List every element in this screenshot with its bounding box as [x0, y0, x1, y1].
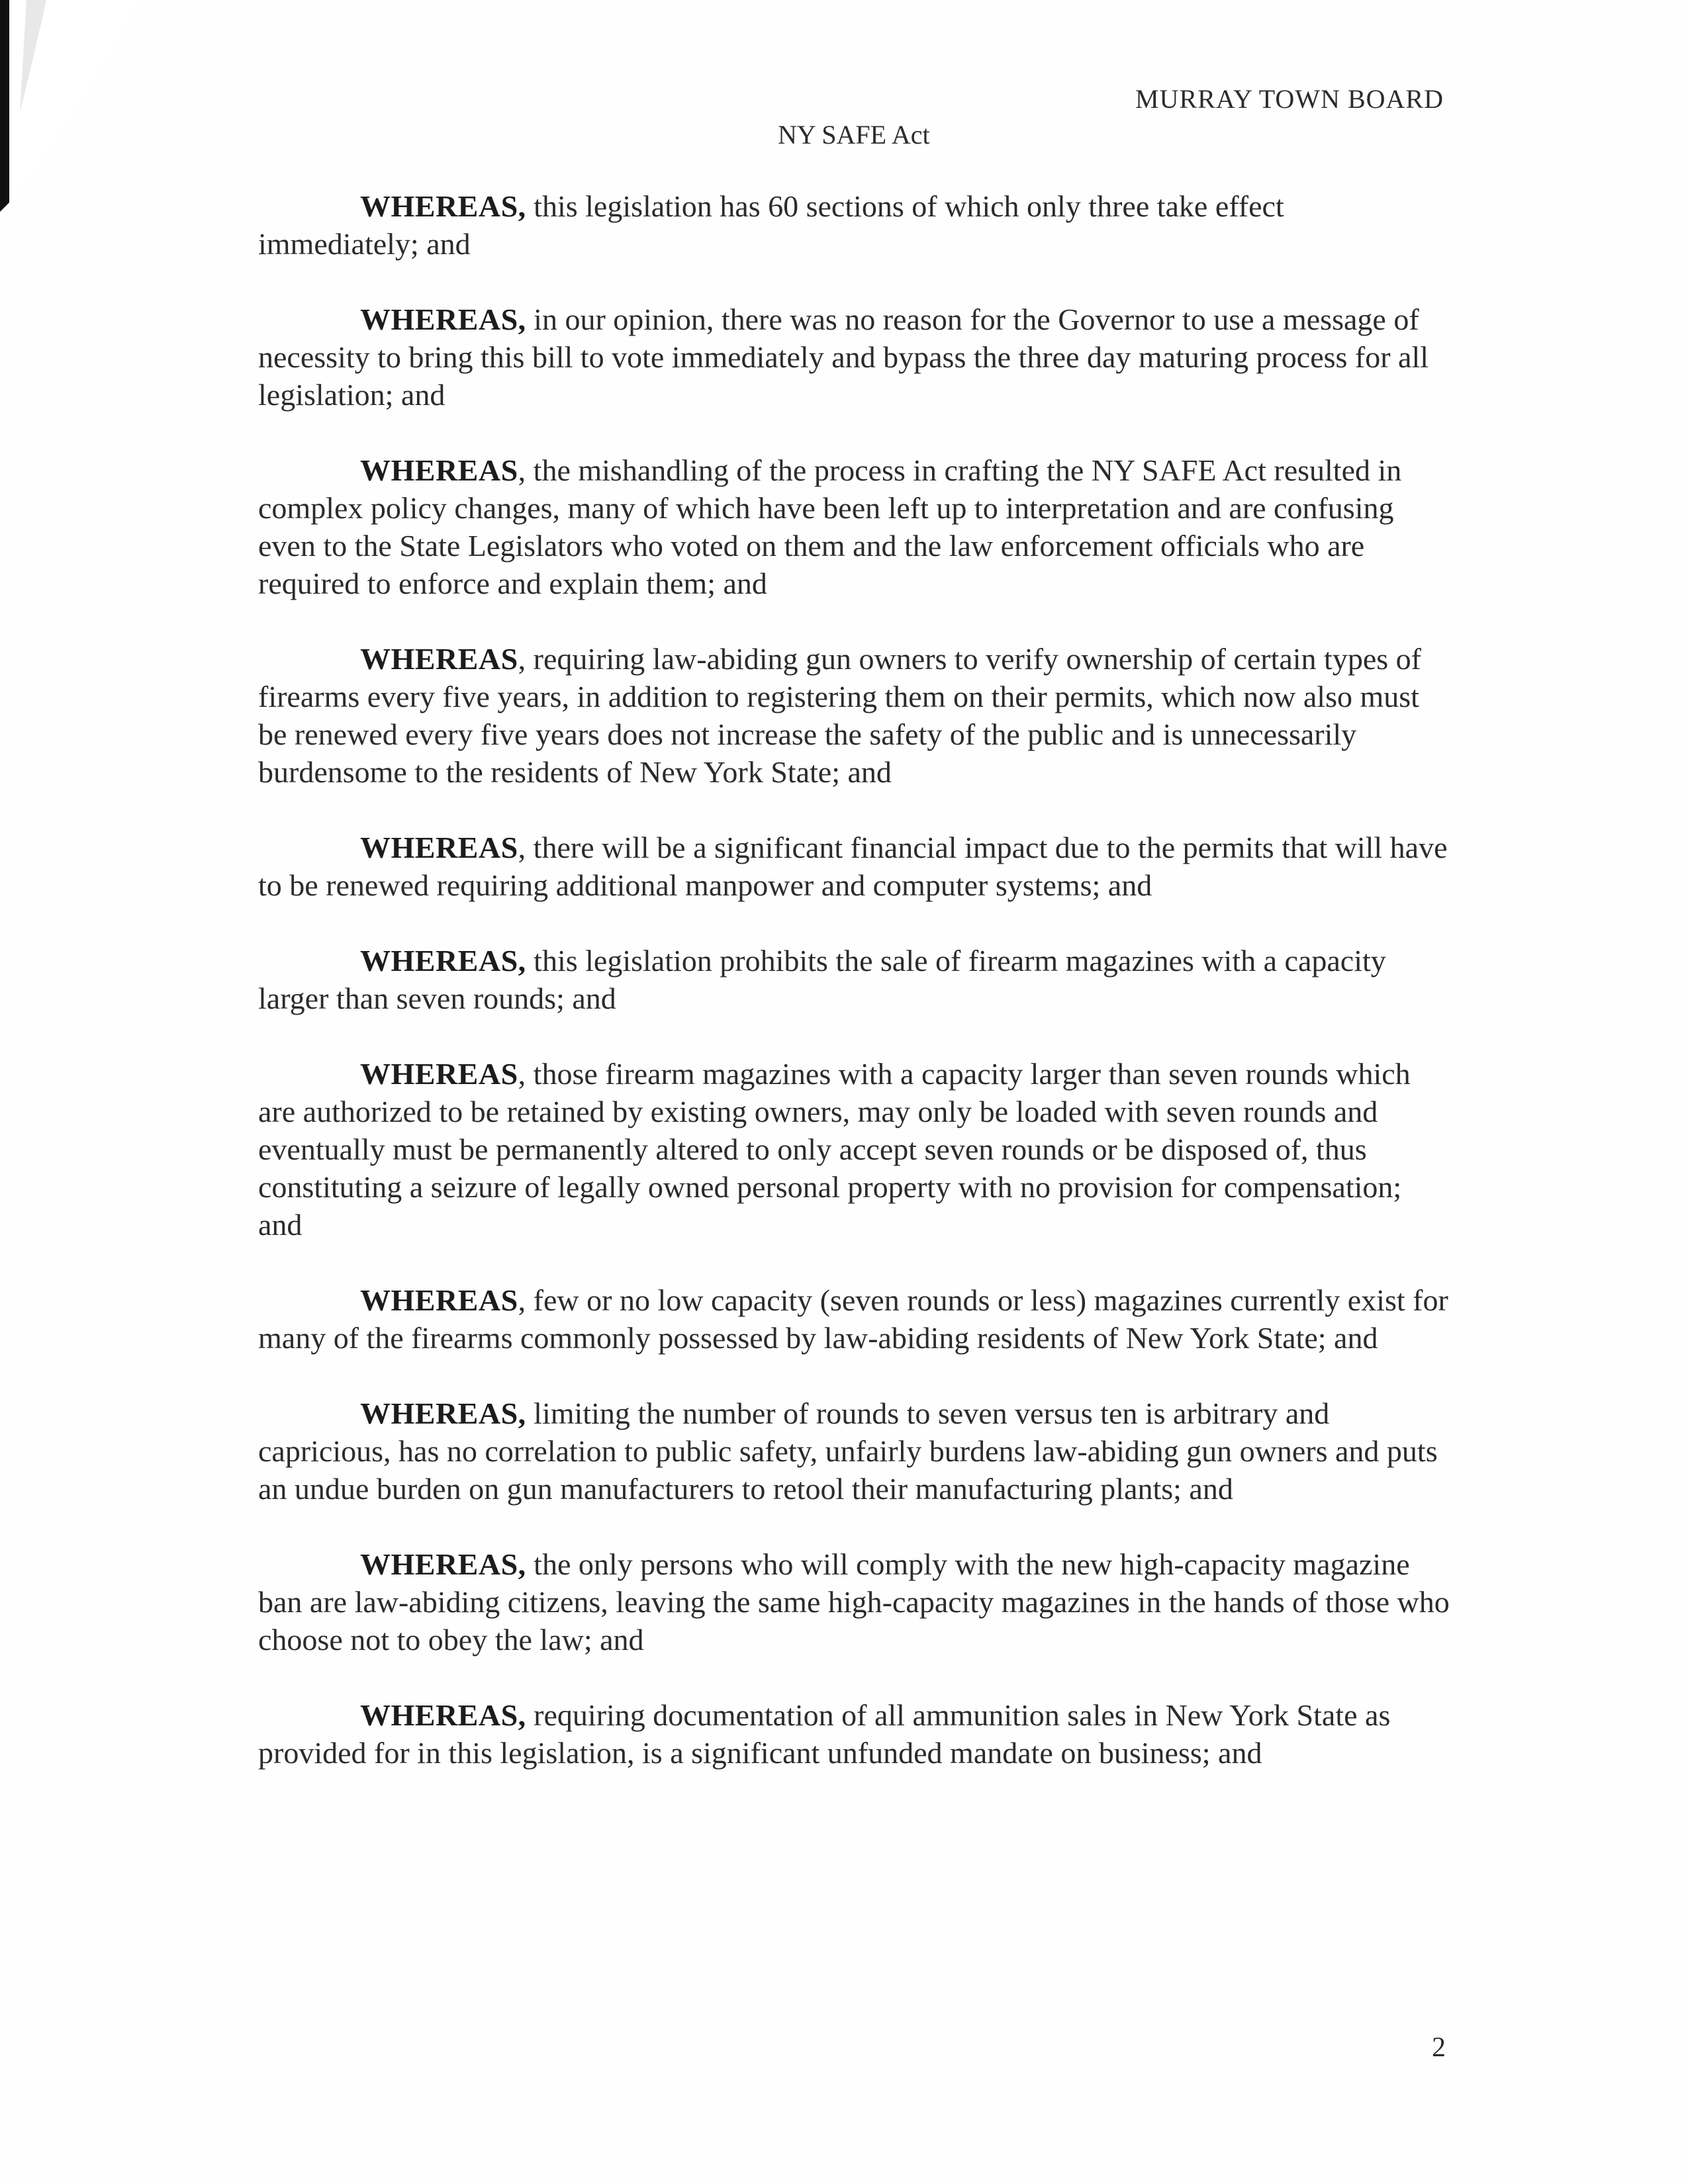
- clause-keyword: WHEREAS: [360, 831, 518, 864]
- clause-keyword: WHEREAS: [360, 1057, 518, 1091]
- clause-text: the only persons who will comply with the new high-capacity magazine ban are law-abiding citizens, leaving the same high-capacity magazines in the hands of those who choose not to obey the law; and: [258, 1547, 1450, 1657]
- clause-text: , there will be a significant financial impact due to the permits that will have to be renewed requiring additional manpower and computer systems; and: [258, 831, 1448, 902]
- organization-header: MURRAY TOWN BOARD: [1135, 84, 1444, 114]
- clause-keyword: WHEREAS,: [360, 302, 526, 336]
- whereas-clause: [258, 1545, 1450, 1659]
- whereas-clause: [258, 1696, 1450, 1772]
- clause-text: , those firearm magazines with a capacity larger than seven rounds which are authorized to be retained by existing owners, may only be loaded with seven rounds and eventually must be permanently altered to only accept seven rounds or be disposed of, thus constituting a seizure of legally owned personal property with no provision for compensation; and: [258, 1057, 1411, 1242]
- clause-text: , the mishandling of the process in crafting the NY SAFE Act resulted in complex policy changes, many of which have been left up to interpretation and are confusing even to the State Legislators who voted on them and the law enforcement officials who are required to enforce and explain them; and: [258, 453, 1402, 600]
- clause-text: , requiring law-abiding gun owners to verify ownership of certain types of firearms every five years, in addition to registering them on their permits, which now also must be renewed every five years does not increase the safety of the public and is unnecessarily burdensome to the residents of New York State; and: [258, 642, 1421, 789]
- document-title: NY SAFE Act: [778, 120, 930, 150]
- whereas-clause: [258, 1394, 1450, 1508]
- whereas-clause: [258, 829, 1450, 904]
- clause-text: this legislation prohibits the sale of firearm magazines with a capacity larger than seven rounds; and: [258, 944, 1386, 1015]
- clause-keyword: WHEREAS: [360, 453, 518, 487]
- whereas-clause: [258, 942, 1450, 1017]
- clause-text: limiting the number of rounds to seven versus ten is arbitrary and capricious, has no correlation to public safety, unfairly burdens law-abiding gun owners and puts an undue burden on gun manufacturers to retool their manufacturing plants; and: [258, 1396, 1438, 1506]
- whereas-clause: [258, 451, 1450, 602]
- clause-text: this legislation has 60 sections of which only three take effect immediately; and: [258, 189, 1284, 261]
- clause-text: requiring documentation of all ammunition sales in New York State as provided for in this legislation, is a significant unfunded mandate on business; and: [258, 1698, 1391, 1770]
- clause-keyword: WHEREAS,: [360, 1396, 526, 1430]
- whereas-clause: [258, 1055, 1450, 1244]
- clause-keyword: WHEREAS,: [360, 944, 526, 978]
- whereas-clause: [258, 1281, 1450, 1357]
- whereas-clause: [258, 187, 1450, 263]
- page-fold-corner: [0, 0, 159, 218]
- page-number: 2: [1432, 2032, 1446, 2063]
- clause-keyword: WHEREAS: [360, 642, 518, 676]
- whereas-clause: [258, 300, 1450, 414]
- resolution-body: [258, 187, 1450, 1809]
- clause-text: , few or no low capacity (seven rounds or less) magazines currently exist for many of the firearms commonly possessed by law-abiding residents of New York State; and: [258, 1283, 1448, 1355]
- clause-keyword: WHEREAS: [360, 1283, 518, 1317]
- clause-keyword: WHEREAS,: [360, 1698, 526, 1732]
- whereas-clause: [258, 640, 1450, 791]
- clause-keyword: WHEREAS,: [360, 189, 526, 223]
- clause-keyword: WHEREAS,: [360, 1547, 526, 1581]
- clause-text: in our opinion, there was no reason for the Governor to use a message of necessity to bring this bill to vote immediately and bypass the three day maturing process for all legislation; and: [258, 302, 1429, 412]
